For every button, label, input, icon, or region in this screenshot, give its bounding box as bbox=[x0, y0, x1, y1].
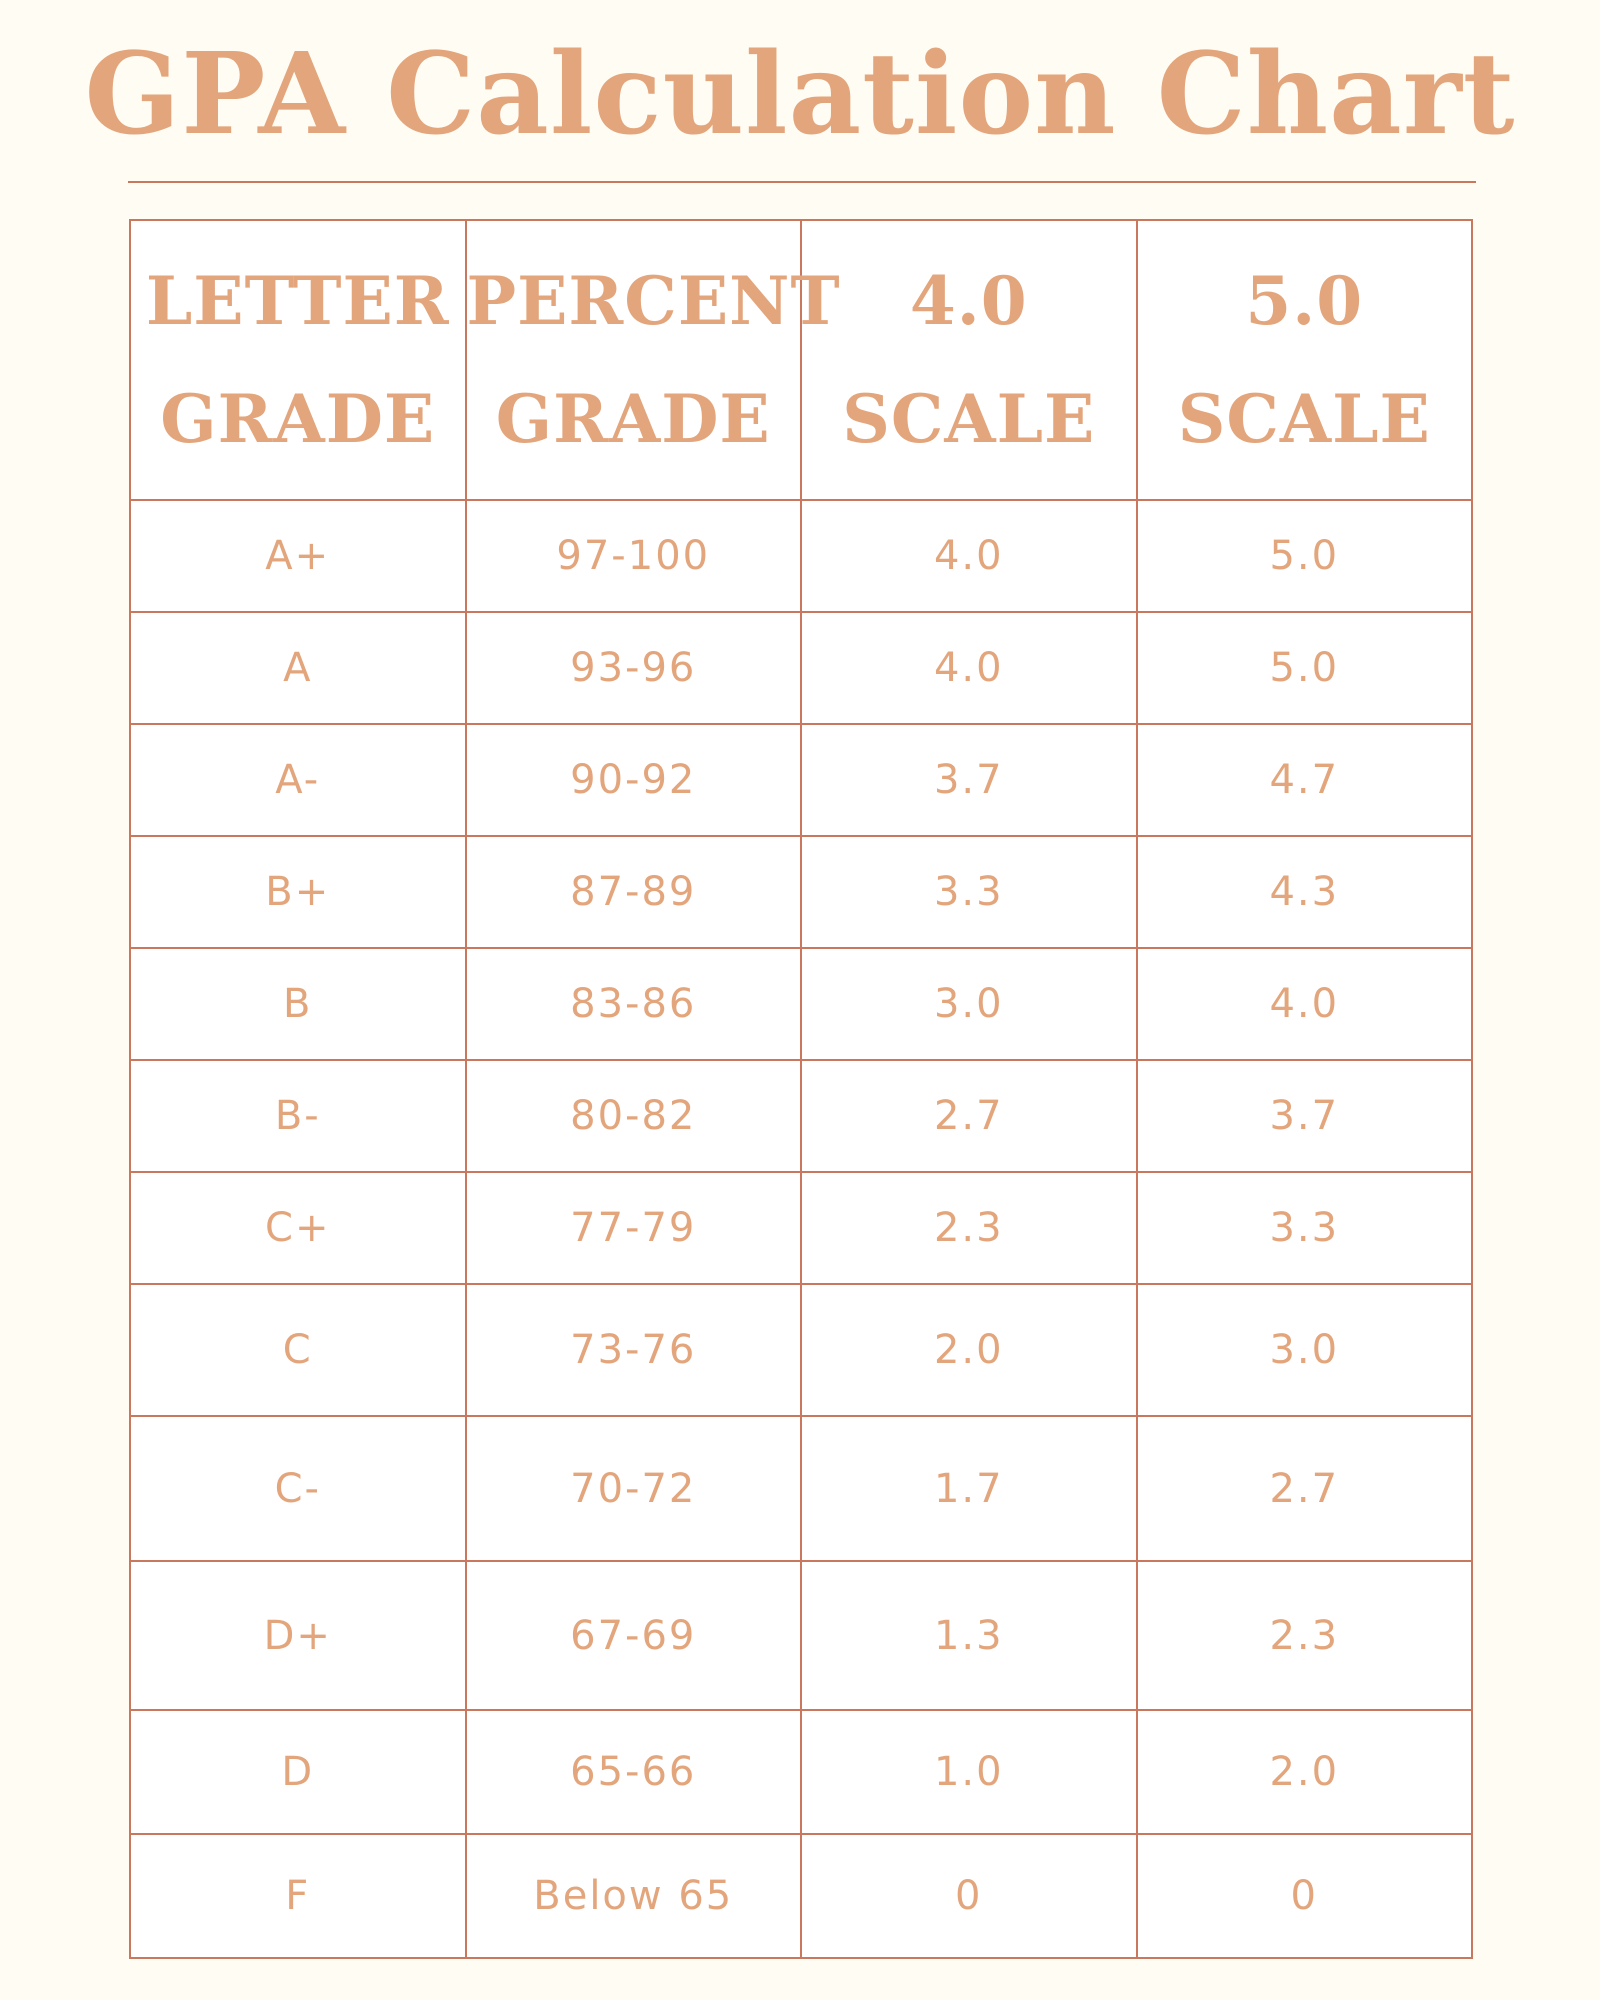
table-row bbox=[130, 612, 1472, 724]
cell-5-scale: 3.7 bbox=[1137, 1060, 1473, 1172]
cell-5-scale: 5.0 bbox=[1137, 612, 1473, 724]
cell-percent-grade: 93-96 bbox=[466, 612, 802, 724]
table-row bbox=[130, 948, 1472, 1060]
cell-4-scale: 1.3 bbox=[801, 1561, 1137, 1710]
header-5-scale-line1: 5.0 bbox=[1245, 262, 1364, 340]
cell-4-scale: 4.0 bbox=[801, 612, 1137, 724]
title-divider bbox=[128, 181, 1476, 183]
header-percent-grade-line2: GRADE bbox=[495, 380, 771, 458]
cell-5-scale: 3.0 bbox=[1137, 1284, 1473, 1416]
cell-4-scale: 2.7 bbox=[801, 1060, 1137, 1172]
table-row bbox=[130, 1172, 1472, 1284]
cell-5-scale: 2.0 bbox=[1137, 1710, 1473, 1834]
table-row bbox=[130, 1561, 1472, 1710]
cell-5-scale: 4.0 bbox=[1137, 948, 1473, 1060]
cell-letter-grade: A- bbox=[130, 724, 466, 836]
table-row bbox=[130, 1834, 1472, 1958]
cell-percent-grade: 90-92 bbox=[466, 724, 802, 836]
cell-percent-grade: Below 65 bbox=[466, 1834, 802, 1958]
cell-4-scale: 1.7 bbox=[801, 1416, 1137, 1561]
cell-4-scale: 1.0 bbox=[801, 1710, 1137, 1834]
cell-percent-grade: 67-69 bbox=[466, 1561, 802, 1710]
cell-percent-grade: 83-86 bbox=[466, 948, 802, 1060]
table-row bbox=[130, 1710, 1472, 1834]
cell-4-scale: 4.0 bbox=[801, 500, 1137, 612]
header-4-scale-line1: 4.0 bbox=[909, 262, 1028, 340]
header-percent-grade bbox=[466, 220, 841, 500]
header-letter-grade-line1: LETTER bbox=[145, 262, 450, 340]
cell-letter-grade: D+ bbox=[130, 1561, 466, 1710]
cell-5-scale: 4.3 bbox=[1137, 836, 1473, 948]
cell-letter-grade: C+ bbox=[130, 1172, 466, 1284]
cell-letter-grade: C bbox=[130, 1284, 466, 1416]
header-5-scale-line2: SCALE bbox=[1177, 380, 1431, 458]
cell-letter-grade: B+ bbox=[130, 836, 466, 948]
cell-letter-grade: B- bbox=[130, 1060, 466, 1172]
gpa-table bbox=[129, 219, 1473, 1959]
header-letter-grade-line2: GRADE bbox=[160, 380, 436, 458]
cell-5-scale: 0 bbox=[1137, 1834, 1473, 1958]
cell-5-scale: 5.0 bbox=[1137, 500, 1473, 612]
cell-letter-grade: A+ bbox=[130, 500, 466, 612]
header-4-scale-line2: SCALE bbox=[842, 380, 1096, 458]
cell-4-scale: 0 bbox=[801, 1834, 1137, 1958]
cell-percent-grade: 65-66 bbox=[466, 1710, 802, 1834]
cell-4-scale: 2.0 bbox=[801, 1284, 1137, 1416]
cell-percent-grade: 80-82 bbox=[466, 1060, 802, 1172]
cell-4-scale: 3.7 bbox=[801, 724, 1137, 836]
cell-letter-grade: B bbox=[130, 948, 466, 1060]
table-row bbox=[130, 1060, 1472, 1172]
cell-4-scale: 3.3 bbox=[801, 836, 1137, 948]
cell-4-scale: 3.0 bbox=[801, 948, 1137, 1060]
page-title: GPA Calculation Chart bbox=[84, 29, 1516, 160]
cell-5-scale: 2.3 bbox=[1137, 1561, 1473, 1710]
table-row bbox=[130, 1416, 1472, 1561]
header-4-scale bbox=[801, 220, 1137, 500]
cell-letter-grade: A bbox=[130, 612, 466, 724]
table-header-row bbox=[130, 220, 1472, 500]
table-row bbox=[130, 500, 1472, 612]
cell-letter-grade: C- bbox=[130, 1416, 466, 1561]
cell-4-scale: 2.3 bbox=[801, 1172, 1137, 1284]
cell-5-scale: 4.7 bbox=[1137, 724, 1473, 836]
header-5-scale bbox=[1137, 220, 1473, 500]
cell-5-scale: 2.7 bbox=[1137, 1416, 1473, 1561]
table-row bbox=[130, 1284, 1472, 1416]
cell-letter-grade: D bbox=[130, 1710, 466, 1834]
header-letter-grade bbox=[130, 220, 466, 500]
cell-percent-grade: 77-79 bbox=[466, 1172, 802, 1284]
cell-percent-grade: 73-76 bbox=[466, 1284, 802, 1416]
table-row bbox=[130, 724, 1472, 836]
table-row bbox=[130, 836, 1472, 948]
cell-5-scale: 3.3 bbox=[1137, 1172, 1473, 1284]
cell-percent-grade: 87-89 bbox=[466, 836, 802, 948]
cell-letter-grade: F bbox=[130, 1834, 466, 1958]
cell-percent-grade: 97-100 bbox=[466, 500, 802, 612]
header-percent-grade-line1: PERCENT bbox=[466, 262, 841, 340]
cell-percent-grade: 70-72 bbox=[466, 1416, 802, 1561]
